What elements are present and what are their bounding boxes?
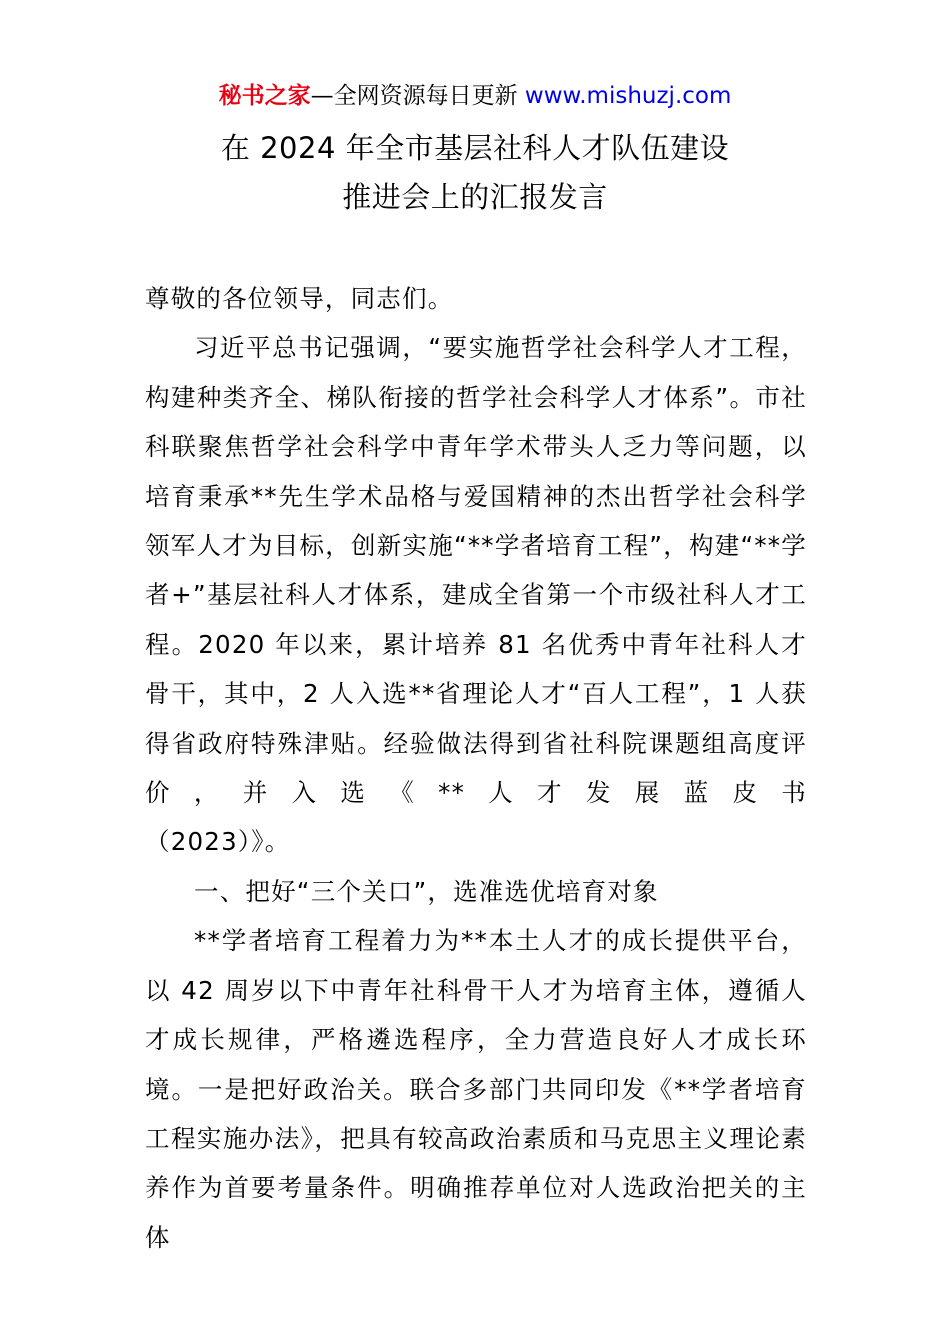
paragraph-intro: 习近平总书记强调，“要实施哲学社会科学人才工程，构建种类齐全、梯队衔接的哲学社会科学人才体系”。市社科联聚焦哲学社会科学中青年学术带头人乏力等问题，以培育秉承**先生学术品格与爱国精神的杰出哲学社会科学领军人才为目标，创新实施“**学者培育工程”，构建“**学者+”基层社科人才体系，建成全省第一个市级社科人才工程。2020 年以来，累计培养 81 名优秀中青年社科人才骨干，其中，2 人入选**省理论人才“百人工程”，1 人获得省政府特殊津贴。经验做法得到省社科院课题组高度评价，并入选《**人才发展蓝皮书: [145, 333, 807, 808]
paragraph-section-1: **学者培育工程着力为**本土人才的成长提供平台，以 42 周岁以下中青年社科骨干人才为培育主体，遵循人才成长规律，严格遴选程序，全力营造良好人才成长环境。一是把好政治关。联合多部门共同印发《**学者培育工程实施办法》，把具有较高政治素质和马克思主义理论素养作为首要考量条件。明确推荐单位对人选政治把关的主体: [145, 926, 807, 1252]
site-url[interactable]: www.mishuzj.com: [524, 83, 732, 109]
document-title-line-1: 在 2024 年全市基层社科人才队伍建设: [220, 131, 730, 165]
document-title-line-2: 推进会上的汇报发言: [342, 180, 608, 214]
paragraph-intro-end: （2023）》。: [145, 827, 291, 857]
salutation: 尊敬的各位领导，同志们。: [145, 284, 454, 313]
document-body: [145, 274, 807, 1262]
site-tagline: —全网资源每日更新: [310, 83, 525, 109]
site-header: [0, 80, 950, 112]
section-heading-1: 一、把好“三个关口”，选准选优培育对象: [194, 876, 659, 906]
site-brand: 秘书之家: [218, 83, 311, 109]
